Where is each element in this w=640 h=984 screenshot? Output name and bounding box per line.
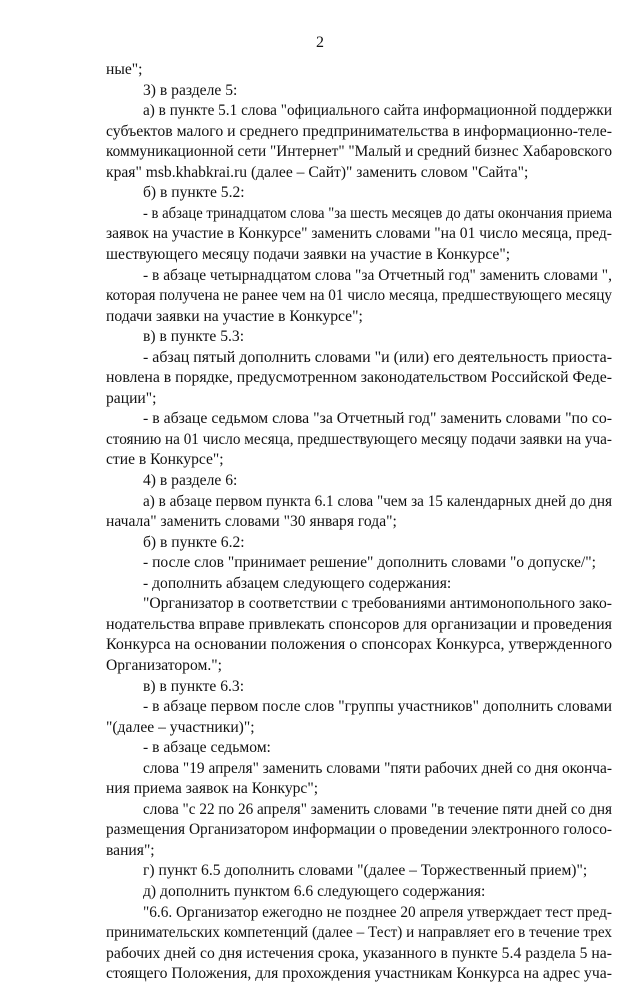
text-line: Конкурса на основании положения о спонсорах Конкурса, утвержденного	[106, 636, 612, 654]
text-line: б) в пункте 6.2:	[143, 533, 245, 551]
text-line: - в абзаце седьмом слова "за Отчетный год" заменить словами "по со-	[143, 410, 612, 428]
text-line: 3) в разделе 5:	[143, 81, 238, 99]
text-line: слова "с 22 по 26 апреля" заменить словами "в течение пяти дней со дня	[143, 800, 612, 818]
text-line: 4) в разделе 6:	[143, 472, 238, 489]
text-line: г) пункт 6.5 дополнить словами "(далее – Торжественный прием)";	[143, 862, 588, 880]
text-line: б) в пункте 5.2:	[143, 184, 245, 202]
text-line: ния приема заявок на Конкурс";	[106, 780, 319, 798]
text-line: стие в Конкурсе";	[106, 451, 224, 469]
text-line: которая получена не ранее чем на 01 число месяца, предшествующего месяцу	[106, 287, 612, 305]
text-line: рабочих дней со дня истечения срока, указанного в пункте 5.4 раздела 5 на-	[106, 944, 612, 962]
text-line: Организатором.";	[106, 656, 222, 674]
text-line: заявок на участие в Конкурсе" заменить словами "на 01 число месяца, пред-	[106, 225, 612, 243]
text-line: - дополнить абзацем следующего содержания:	[143, 574, 452, 592]
text-line: новлена в порядке, предусмотренном законодательством Российской Феде-	[106, 369, 612, 387]
text-line: вания";	[106, 841, 155, 859]
text-line: в) в пункте 5.3:	[143, 328, 245, 346]
text-line: рации";	[106, 389, 157, 407]
text-line: - после слов "принимает решение" дополнить словами "о допуске/";	[143, 554, 596, 572]
text-line: стоянию на 01 число месяца, предшествующего месяцу подачи заявки на уча-	[106, 430, 612, 448]
text-line: - в абзаце четырнадцатом слова "за Отчетный год" заменить словами ",	[143, 266, 612, 284]
text-line: - в абзаце тринадцатом слова "за шесть месяцев до даты окончания приема	[143, 204, 612, 222]
text-line: коммуникационной сети "Интернет" "Малый и средний бизнес Хабаровского	[106, 143, 612, 161]
text-line: - в абзаце седьмом:	[143, 739, 271, 757]
text-line: шествующего месяцу подачи заявки на участие в Конкурсе";	[106, 245, 511, 263]
page-number: 2	[316, 34, 324, 51]
text-line: размещения Организатором информации о проведении электронного голосо-	[106, 821, 612, 839]
text-line: подачи заявки на участие в Конкурсе";	[106, 307, 363, 325]
text-line: - абзац пятый дополнить словами "и (или) его деятельность приоста-	[143, 348, 612, 366]
text-line: начала" заменить словами "30 января года";	[106, 513, 397, 531]
text-line: - в абзаце первом после слов "группы участников" дополнить словами	[143, 698, 612, 716]
text-line: субъектов малого и среднего предпринимательства в информационно-теле-	[106, 122, 612, 140]
text-line: а) в пункте 5.1 слова "официального сайта информационной поддержки	[143, 102, 612, 120]
text-line: слова "19 апреля" заменить словами "пяти рабочих дней со дня оконча-	[143, 759, 612, 777]
text-line: "(далее – участники)";	[106, 718, 255, 736]
text-line: в) в пункте 6.3:	[143, 677, 245, 695]
text-line: края" msb.khabkrai.ru (далее – Сайт)" заменить словом "Сайта";	[106, 163, 529, 181]
text-line: стоящего Положения, для прохождения участникам Конкурса на адрес уча-	[106, 965, 612, 983]
text-line: ные";	[106, 61, 143, 78]
text-line: "6.6. Организатор ежегодно не позднее 20 апреля утверждает тест пред-	[143, 903, 612, 921]
text-line: а) в абзаце первом пункта 6.1 слова "чем за 15 календарных дней до дня	[143, 492, 612, 510]
text-line: нодательства вправе привлекать спонсоров для организации и проведения	[106, 615, 612, 633]
text-line: "Организатор в соответствии с требованиями антимонопольного зако-	[143, 595, 612, 613]
text-line: д) дополнить пунктом 6.6 следующего содержания:	[143, 883, 486, 900]
text-line: принимательских компетенций (далее – Тест) и направляет его в течение трех	[106, 924, 612, 942]
